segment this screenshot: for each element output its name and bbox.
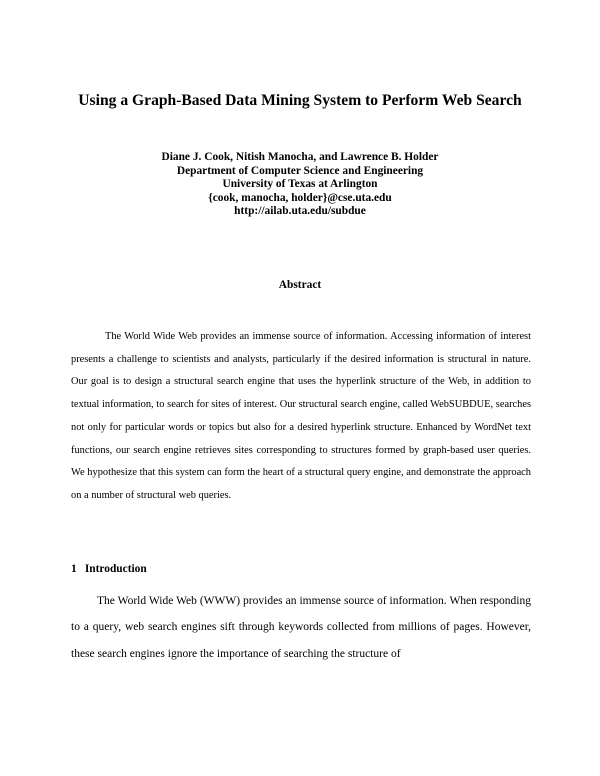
author-department: Department of Computer Science and Engineering <box>176 164 424 177</box>
author-names: Diane J. Cook, Nitish Manocha, and Lawrence B. Holder <box>161 151 439 163</box>
author-university: University of Texas at Arlington <box>222 178 378 190</box>
paper-title: Using a Graph-Based Data Mining System to Perform Web Search <box>78 92 522 109</box>
introduction-paragraph <box>71 588 531 667</box>
section-heading-introduction <box>71 562 147 576</box>
author-emails: {cook, manocha, holder}@cse.uta.edu <box>208 191 392 204</box>
abstract-text: The World Wide Web provides an immense source of information. Accessing information of interest presents a challenge to scientists and analysts, particularly if the desired information is structural in nature. Our goal is to design a structural search engine that uses the hyperlink structure of the Web, in addition to textual information, to search for sites of interest. Our structural search engine, called WebSUBDUE, searches not only for particular words or topics but also for a desired hyperlink structure. Enhanced by WordNet text functions, our search engine retrieves sites corresponding to structures formed by graph-based user queries. We hypothesize that this system can form the heart of a structural query engine, and demonstrate the approach on a number of structural web queries. <box>71 331 531 501</box>
section-title: Introduction <box>84 563 147 575</box>
abstract-paragraph <box>71 326 531 508</box>
section-number: 1 <box>71 563 77 575</box>
author-block <box>0 151 600 219</box>
introduction-text: The World Wide Web (WWW) provides an immense source of information. When responding to a query, web search engines sift through keywords collected from millions of pages. However, these search engines ignore the importance of searching the structure of <box>71 595 531 660</box>
abstract-heading: Abstract <box>278 279 322 291</box>
project-url[interactable]: http://ailab.uta.edu/subdue <box>234 205 366 217</box>
